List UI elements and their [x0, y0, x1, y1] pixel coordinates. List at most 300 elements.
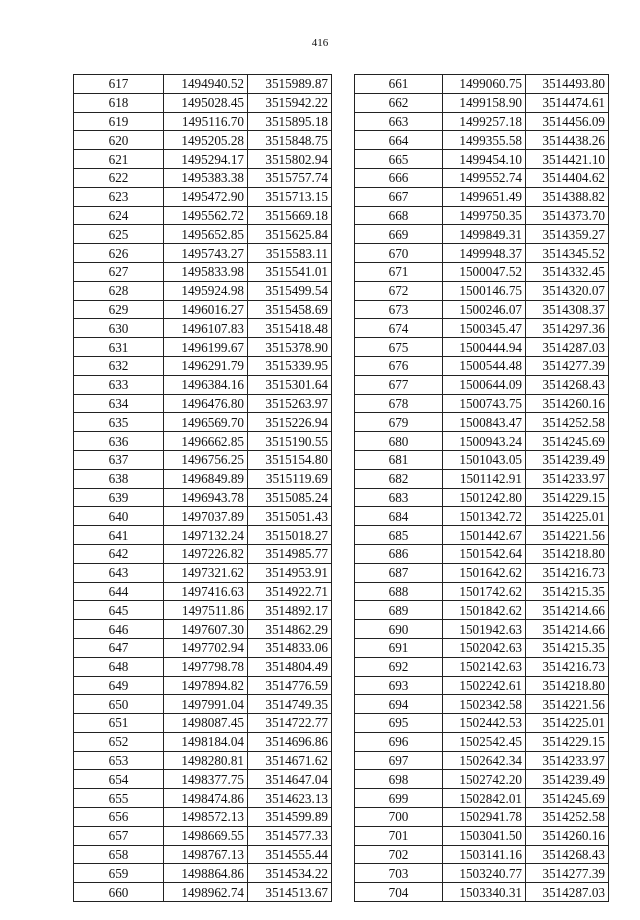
northing-cell: 3514345.52 — [526, 244, 609, 263]
point-number-cell: 622 — [74, 168, 164, 187]
easting-cell: 1494940.52 — [164, 75, 248, 94]
northing-cell: 3515583.11 — [248, 244, 332, 263]
point-number-cell: 677 — [355, 375, 443, 394]
easting-cell: 1497416.63 — [164, 582, 248, 601]
northing-cell: 3514277.39 — [526, 864, 609, 883]
table-row — [74, 638, 332, 657]
table-row — [74, 450, 332, 469]
easting-cell: 1497037.89 — [164, 507, 248, 526]
point-number-cell: 650 — [74, 695, 164, 714]
northing-cell: 3514221.56 — [526, 526, 609, 545]
point-number-cell: 663 — [355, 112, 443, 131]
northing-cell: 3514555.44 — [248, 845, 332, 864]
table-row — [355, 469, 609, 488]
northing-cell: 3514722.77 — [248, 714, 332, 733]
table-row — [74, 620, 332, 639]
point-number-cell: 656 — [74, 808, 164, 827]
easting-cell: 1495472.90 — [164, 187, 248, 206]
easting-cell: 1496756.25 — [164, 450, 248, 469]
northing-cell: 3515190.55 — [248, 432, 332, 451]
point-number-cell: 685 — [355, 526, 443, 545]
point-number-cell: 632 — [74, 356, 164, 375]
northing-cell: 3514320.07 — [526, 281, 609, 300]
northing-cell: 3514438.26 — [526, 131, 609, 150]
northing-cell: 3514297.36 — [526, 319, 609, 338]
table-row — [355, 131, 609, 150]
table-row — [74, 356, 332, 375]
easting-cell: 1503240.77 — [443, 864, 526, 883]
table-row — [355, 789, 609, 808]
point-number-cell: 636 — [74, 432, 164, 451]
table-row — [74, 808, 332, 827]
point-number-cell: 651 — [74, 714, 164, 733]
table-row — [74, 770, 332, 789]
northing-cell: 3514229.15 — [526, 488, 609, 507]
table-row — [74, 544, 332, 563]
northing-cell: 3514221.56 — [526, 695, 609, 714]
easting-cell: 1500146.75 — [443, 281, 526, 300]
point-number-cell: 652 — [74, 732, 164, 751]
easting-cell: 1500943.24 — [443, 432, 526, 451]
table-row — [74, 789, 332, 808]
easting-cell: 1499060.75 — [443, 75, 526, 94]
easting-cell: 1495652.85 — [164, 225, 248, 244]
table-row — [74, 394, 332, 413]
table-row — [74, 714, 332, 733]
point-number-cell: 630 — [74, 319, 164, 338]
table-row — [74, 526, 332, 545]
point-number-cell: 635 — [74, 413, 164, 432]
table-row — [355, 826, 609, 845]
table-row — [74, 319, 332, 338]
table-row — [355, 488, 609, 507]
easting-cell: 1501842.62 — [443, 601, 526, 620]
northing-cell: 3515848.75 — [248, 131, 332, 150]
point-number-cell: 629 — [74, 300, 164, 319]
table-row — [355, 225, 609, 244]
easting-cell: 1500644.09 — [443, 375, 526, 394]
point-number-cell: 686 — [355, 544, 443, 563]
northing-cell: 3515499.54 — [248, 281, 332, 300]
point-number-cell: 678 — [355, 394, 443, 413]
point-number-cell: 664 — [355, 131, 443, 150]
table-row — [74, 413, 332, 432]
northing-cell: 3515154.80 — [248, 450, 332, 469]
easting-cell: 1496384.16 — [164, 375, 248, 394]
point-number-cell: 620 — [74, 131, 164, 150]
northing-cell: 3515895.18 — [248, 112, 332, 131]
easting-cell: 1496569.70 — [164, 413, 248, 432]
point-number-cell: 681 — [355, 450, 443, 469]
table-row — [74, 488, 332, 507]
northing-cell: 3515301.64 — [248, 375, 332, 394]
point-number-cell: 700 — [355, 808, 443, 827]
point-number-cell: 633 — [74, 375, 164, 394]
point-number-cell: 659 — [74, 864, 164, 883]
easting-cell: 1500743.75 — [443, 394, 526, 413]
northing-cell: 3515669.18 — [248, 206, 332, 225]
northing-cell: 3514268.43 — [526, 375, 609, 394]
table-row — [74, 206, 332, 225]
easting-cell: 1495294.17 — [164, 150, 248, 169]
northing-cell: 3514474.61 — [526, 93, 609, 112]
table-row — [355, 338, 609, 357]
easting-cell: 1500444.94 — [443, 338, 526, 357]
easting-cell: 1503141.16 — [443, 845, 526, 864]
table-row — [74, 338, 332, 357]
point-number-cell: 694 — [355, 695, 443, 714]
point-number-cell: 662 — [355, 93, 443, 112]
easting-cell: 1496476.80 — [164, 394, 248, 413]
northing-cell: 3514233.97 — [526, 751, 609, 770]
table-row — [355, 601, 609, 620]
northing-cell: 3514277.39 — [526, 356, 609, 375]
table-row — [355, 450, 609, 469]
easting-cell: 1502042.63 — [443, 638, 526, 657]
easting-cell: 1501642.62 — [443, 563, 526, 582]
point-number-cell: 640 — [74, 507, 164, 526]
northing-cell: 3514214.66 — [526, 620, 609, 639]
easting-cell: 1496016.27 — [164, 300, 248, 319]
table-row — [355, 864, 609, 883]
point-number-cell: 647 — [74, 638, 164, 657]
table-row — [355, 206, 609, 225]
northing-cell: 3514225.01 — [526, 714, 609, 733]
northing-cell: 3514892.17 — [248, 601, 332, 620]
table-row — [355, 394, 609, 413]
northing-cell: 3515378.90 — [248, 338, 332, 357]
northing-cell: 3514421.10 — [526, 150, 609, 169]
easting-cell: 1501043.05 — [443, 450, 526, 469]
northing-cell: 3514215.35 — [526, 638, 609, 657]
point-number-cell: 639 — [74, 488, 164, 507]
table-row — [355, 375, 609, 394]
point-number-cell: 670 — [355, 244, 443, 263]
point-number-cell: 649 — [74, 676, 164, 695]
table-row — [74, 883, 332, 902]
easting-cell: 1495028.45 — [164, 93, 248, 112]
table-row — [355, 187, 609, 206]
easting-cell: 1500843.47 — [443, 413, 526, 432]
point-number-cell: 672 — [355, 281, 443, 300]
northing-cell: 3514456.09 — [526, 112, 609, 131]
northing-cell: 3514239.49 — [526, 450, 609, 469]
northing-cell: 3515989.87 — [248, 75, 332, 94]
easting-cell: 1498280.81 — [164, 751, 248, 770]
easting-cell: 1495383.38 — [164, 168, 248, 187]
point-number-cell: 655 — [74, 789, 164, 808]
northing-cell: 3514287.03 — [526, 338, 609, 357]
table-row — [74, 657, 332, 676]
northing-cell: 3515263.97 — [248, 394, 332, 413]
table-row — [74, 864, 332, 883]
easting-cell: 1496107.83 — [164, 319, 248, 338]
point-number-cell: 624 — [74, 206, 164, 225]
northing-cell: 3514252.58 — [526, 413, 609, 432]
point-number-cell: 658 — [74, 845, 164, 864]
table-row — [355, 544, 609, 563]
easting-cell: 1497894.82 — [164, 676, 248, 695]
point-number-cell: 683 — [355, 488, 443, 507]
table-row — [355, 413, 609, 432]
easting-cell: 1495833.98 — [164, 262, 248, 281]
northing-cell: 3514252.58 — [526, 808, 609, 827]
table-row — [355, 563, 609, 582]
point-number-cell: 697 — [355, 751, 443, 770]
point-number-cell: 676 — [355, 356, 443, 375]
easting-cell: 1498377.75 — [164, 770, 248, 789]
table-row — [355, 319, 609, 338]
point-number-cell: 657 — [74, 826, 164, 845]
table-row — [355, 638, 609, 657]
point-number-cell: 642 — [74, 544, 164, 563]
point-number-cell: 653 — [74, 751, 164, 770]
table-row — [74, 262, 332, 281]
point-number-cell: 682 — [355, 469, 443, 488]
easting-cell: 1497226.82 — [164, 544, 248, 563]
easting-cell: 1498962.74 — [164, 883, 248, 902]
northing-cell: 3515226.94 — [248, 413, 332, 432]
table-row — [74, 601, 332, 620]
northing-cell: 3515541.01 — [248, 262, 332, 281]
point-number-cell: 695 — [355, 714, 443, 733]
point-number-cell: 693 — [355, 676, 443, 695]
table-row — [355, 244, 609, 263]
table-row — [74, 695, 332, 714]
point-number-cell: 698 — [355, 770, 443, 789]
point-number-cell: 637 — [74, 450, 164, 469]
northing-cell: 3514216.73 — [526, 657, 609, 676]
point-number-cell: 675 — [355, 338, 443, 357]
point-number-cell: 684 — [355, 507, 443, 526]
point-number-cell: 646 — [74, 620, 164, 639]
easting-cell: 1502742.20 — [443, 770, 526, 789]
point-number-cell: 665 — [355, 150, 443, 169]
northing-cell: 3514225.01 — [526, 507, 609, 526]
point-number-cell: 667 — [355, 187, 443, 206]
easting-cell: 1496291.79 — [164, 356, 248, 375]
northing-cell: 3514332.45 — [526, 262, 609, 281]
easting-cell: 1498767.13 — [164, 845, 248, 864]
northing-cell: 3514245.69 — [526, 789, 609, 808]
table-row — [74, 168, 332, 187]
point-number-cell: 679 — [355, 413, 443, 432]
easting-cell: 1502842.01 — [443, 789, 526, 808]
northing-cell: 3514239.49 — [526, 770, 609, 789]
point-number-cell: 699 — [355, 789, 443, 808]
table-row — [74, 751, 332, 770]
easting-cell: 1497132.24 — [164, 526, 248, 545]
easting-cell: 1498474.86 — [164, 789, 248, 808]
coordinate-table-right — [354, 74, 609, 902]
easting-cell: 1502442.53 — [443, 714, 526, 733]
table-row — [355, 883, 609, 902]
northing-cell: 3514922.71 — [248, 582, 332, 601]
table-row — [355, 751, 609, 770]
northing-cell: 3514229.15 — [526, 732, 609, 751]
easting-cell: 1502242.61 — [443, 676, 526, 695]
northing-cell: 3514287.03 — [526, 883, 609, 902]
northing-cell: 3514804.49 — [248, 657, 332, 676]
northing-cell: 3515625.84 — [248, 225, 332, 244]
northing-cell: 3514215.35 — [526, 582, 609, 601]
northing-cell: 3514599.89 — [248, 808, 332, 827]
easting-cell: 1500345.47 — [443, 319, 526, 338]
northing-cell: 3515119.69 — [248, 469, 332, 488]
northing-cell: 3515051.43 — [248, 507, 332, 526]
easting-cell: 1495116.70 — [164, 112, 248, 131]
point-number-cell: 644 — [74, 582, 164, 601]
point-number-cell: 666 — [355, 168, 443, 187]
point-number-cell: 704 — [355, 883, 443, 902]
table-row — [355, 150, 609, 169]
table-row — [74, 507, 332, 526]
northing-cell: 3515018.27 — [248, 526, 332, 545]
easting-cell: 1497702.94 — [164, 638, 248, 657]
table-row — [355, 732, 609, 751]
point-number-cell: 673 — [355, 300, 443, 319]
point-number-cell: 617 — [74, 75, 164, 94]
northing-cell: 3514776.59 — [248, 676, 332, 695]
northing-cell: 3515339.95 — [248, 356, 332, 375]
table-row — [74, 375, 332, 394]
table-row — [74, 93, 332, 112]
easting-cell: 1497321.62 — [164, 563, 248, 582]
easting-cell: 1495205.28 — [164, 131, 248, 150]
northing-cell: 3515085.24 — [248, 488, 332, 507]
easting-cell: 1503041.50 — [443, 826, 526, 845]
easting-cell: 1495743.27 — [164, 244, 248, 263]
easting-cell: 1501242.80 — [443, 488, 526, 507]
table-row — [355, 526, 609, 545]
easting-cell: 1499158.90 — [443, 93, 526, 112]
point-number-cell: 691 — [355, 638, 443, 657]
point-number-cell: 692 — [355, 657, 443, 676]
point-number-cell: 696 — [355, 732, 443, 751]
easting-cell: 1497798.78 — [164, 657, 248, 676]
northing-cell: 3514268.43 — [526, 845, 609, 864]
easting-cell: 1499454.10 — [443, 150, 526, 169]
northing-cell: 3514214.66 — [526, 601, 609, 620]
northing-cell: 3514577.33 — [248, 826, 332, 845]
northing-cell: 3515418.48 — [248, 319, 332, 338]
easting-cell: 1497991.04 — [164, 695, 248, 714]
table-row — [355, 714, 609, 733]
northing-cell: 3514233.97 — [526, 469, 609, 488]
northing-cell: 3514985.77 — [248, 544, 332, 563]
northing-cell: 3514534.22 — [248, 864, 332, 883]
table-row — [355, 93, 609, 112]
northing-cell: 3514953.91 — [248, 563, 332, 582]
table-row — [74, 187, 332, 206]
point-number-cell: 618 — [74, 93, 164, 112]
northing-cell: 3514671.62 — [248, 751, 332, 770]
easting-cell: 1501342.72 — [443, 507, 526, 526]
point-number-cell: 627 — [74, 262, 164, 281]
easting-cell: 1503340.31 — [443, 883, 526, 902]
table-row — [355, 356, 609, 375]
easting-cell: 1502142.63 — [443, 657, 526, 676]
coordinate-table-left — [73, 74, 332, 902]
easting-cell: 1495924.98 — [164, 281, 248, 300]
easting-cell: 1498864.86 — [164, 864, 248, 883]
easting-cell: 1500047.52 — [443, 262, 526, 281]
easting-cell: 1496943.78 — [164, 488, 248, 507]
point-number-cell: 623 — [74, 187, 164, 206]
northing-cell: 3515942.22 — [248, 93, 332, 112]
easting-cell: 1500246.07 — [443, 300, 526, 319]
easting-cell: 1497607.30 — [164, 620, 248, 639]
easting-cell: 1501542.64 — [443, 544, 526, 563]
northing-cell: 3514862.29 — [248, 620, 332, 639]
easting-cell: 1500544.48 — [443, 356, 526, 375]
point-number-cell: 701 — [355, 826, 443, 845]
table-row — [355, 676, 609, 695]
easting-cell: 1501942.63 — [443, 620, 526, 639]
table-row — [355, 75, 609, 94]
easting-cell: 1499257.18 — [443, 112, 526, 131]
point-number-cell: 625 — [74, 225, 164, 244]
northing-cell: 3514216.73 — [526, 563, 609, 582]
table-row — [74, 469, 332, 488]
table-row — [74, 131, 332, 150]
northing-cell: 3514388.82 — [526, 187, 609, 206]
easting-cell: 1498087.45 — [164, 714, 248, 733]
table-row — [74, 732, 332, 751]
northing-cell: 3514308.37 — [526, 300, 609, 319]
northing-cell: 3514373.70 — [526, 206, 609, 225]
point-number-cell: 702 — [355, 845, 443, 864]
easting-cell: 1496662.85 — [164, 432, 248, 451]
point-number-cell: 645 — [74, 601, 164, 620]
table-row — [74, 281, 332, 300]
table-row — [355, 582, 609, 601]
easting-cell: 1501742.62 — [443, 582, 526, 601]
easting-cell: 1501442.67 — [443, 526, 526, 545]
table-row — [74, 845, 332, 864]
easting-cell: 1496849.89 — [164, 469, 248, 488]
table-row — [355, 168, 609, 187]
table-row — [74, 75, 332, 94]
table-row — [355, 112, 609, 131]
easting-cell: 1502642.34 — [443, 751, 526, 770]
easting-cell: 1499849.31 — [443, 225, 526, 244]
point-number-cell: 660 — [74, 883, 164, 902]
point-number-cell: 680 — [355, 432, 443, 451]
table-row — [74, 826, 332, 845]
table-row — [74, 582, 332, 601]
table-row — [74, 225, 332, 244]
table-row — [355, 432, 609, 451]
table-row — [74, 563, 332, 582]
point-number-cell: 688 — [355, 582, 443, 601]
easting-cell: 1497511.86 — [164, 601, 248, 620]
easting-cell: 1499355.58 — [443, 131, 526, 150]
point-number-cell: 674 — [355, 319, 443, 338]
easting-cell: 1498572.13 — [164, 808, 248, 827]
northing-cell: 3514749.35 — [248, 695, 332, 714]
easting-cell: 1502941.78 — [443, 808, 526, 827]
northing-cell: 3514647.04 — [248, 770, 332, 789]
northing-cell: 3514260.16 — [526, 394, 609, 413]
northing-cell: 3514493.80 — [526, 75, 609, 94]
table-row — [74, 112, 332, 131]
northing-cell: 3515757.74 — [248, 168, 332, 187]
northing-cell: 3514245.69 — [526, 432, 609, 451]
northing-cell: 3514218.80 — [526, 544, 609, 563]
northing-cell: 3514218.80 — [526, 676, 609, 695]
easting-cell: 1499750.35 — [443, 206, 526, 225]
